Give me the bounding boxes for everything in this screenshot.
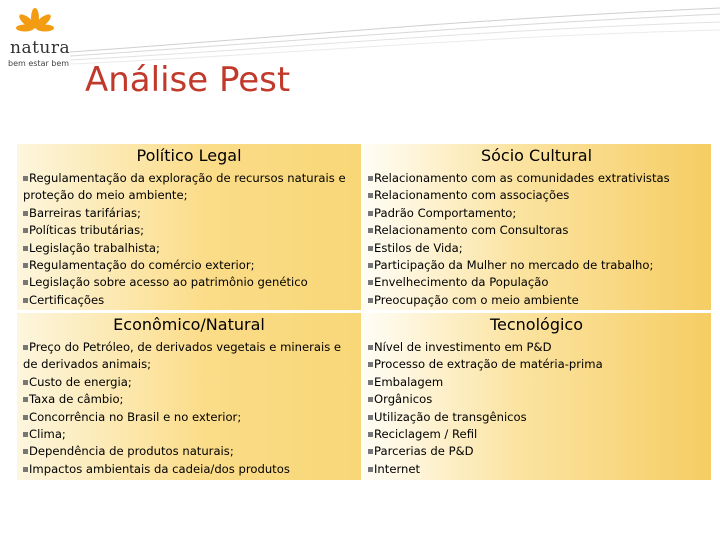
list-item	[368, 409, 707, 426]
square-bullet-icon	[23, 432, 28, 437]
list-item	[23, 391, 357, 408]
list-item	[23, 274, 357, 291]
list-item	[23, 409, 357, 426]
square-bullet-icon	[368, 246, 373, 251]
list-item-text: Nível de investimento em P&D	[374, 340, 552, 354]
list-item-text: Estilos de Vida;	[374, 240, 463, 255]
list-item-text: Preocupação com o meio ambiente	[374, 292, 579, 307]
square-bullet-icon	[23, 228, 28, 233]
list-item	[23, 292, 357, 309]
square-bullet-icon	[368, 280, 373, 285]
list-item-text: Regulamentação do comércio exterior;	[29, 258, 255, 273]
square-bullet-icon	[368, 193, 373, 198]
list-item-text: Legislação sobre acesso ao patrimônio genético	[29, 275, 308, 290]
square-bullet-icon	[23, 280, 28, 285]
list-item	[23, 222, 357, 239]
list-item-text: Custo de energia;	[29, 374, 132, 389]
list-item-text: Processo de extração de matéria-prima	[374, 357, 603, 372]
logo-tagline: bem estar bem	[8, 59, 70, 68]
square-bullet-icon	[23, 449, 28, 454]
list-item	[23, 426, 357, 443]
list-item	[23, 374, 357, 391]
list-item-text: Envelhecimento da População	[374, 275, 549, 290]
square-bullet-icon	[368, 432, 373, 437]
list-item-text: Certificações	[29, 292, 105, 307]
quadrant-politico-legal	[17, 144, 361, 310]
quadrant-list	[368, 170, 707, 309]
natura-flower-icon	[12, 4, 58, 38]
square-bullet-icon	[368, 467, 373, 472]
list-item-text: Clima;	[29, 427, 66, 442]
list-item	[368, 222, 707, 239]
square-bullet-icon	[23, 263, 28, 268]
list-item-text: Orgânicos	[374, 392, 433, 407]
list-item-text: Padrão Comportamento;	[374, 205, 517, 220]
list-item-text: Políticas tributárias;	[29, 223, 145, 238]
quadrant-heading: Sócio Cultural	[480, 146, 593, 165]
list-item-text: Embalagem	[374, 374, 444, 389]
quadrant-heading: Econômico/Natural	[113, 315, 265, 334]
list-item-text: Reciclagem / Refil	[374, 427, 478, 442]
square-bullet-icon	[368, 345, 373, 350]
list-item-text: Relacionamento com as comunidades extrativistas	[374, 171, 670, 185]
natura-logo	[4, 4, 74, 66]
list-item-text: Regulamentação da exploração de recursos naturais e proteção do meio ambiente;	[23, 171, 346, 203]
square-bullet-icon	[23, 298, 28, 303]
list-item	[23, 461, 357, 478]
list-item	[23, 205, 357, 222]
square-bullet-icon	[368, 362, 373, 367]
list-item	[368, 257, 707, 274]
list-item	[23, 257, 357, 274]
list-item-text: Participação da Mulher no mercado de trabalho;	[374, 258, 654, 273]
list-item-text: Utilização de transgênicos	[374, 409, 527, 424]
square-bullet-icon	[23, 467, 28, 472]
quadrant-socio-cultural	[362, 144, 711, 310]
square-bullet-icon	[368, 449, 373, 454]
logo-name: natura	[10, 38, 71, 58]
square-bullet-icon	[368, 298, 373, 303]
quadrant-heading: Tecnológico	[489, 315, 584, 334]
list-item	[368, 274, 707, 291]
list-item	[368, 339, 707, 356]
list-item	[368, 187, 707, 204]
square-bullet-icon	[368, 176, 373, 181]
list-item-text: Relacionamento com associações	[374, 188, 570, 203]
square-bullet-icon	[23, 176, 28, 181]
square-bullet-icon	[23, 397, 28, 402]
list-item	[368, 391, 707, 408]
quadrant-heading: Político Legal	[136, 146, 242, 165]
quadrant-list	[23, 170, 357, 309]
list-item	[368, 356, 707, 373]
list-item	[368, 461, 707, 478]
list-item-text: Parcerias de P&D	[374, 444, 474, 459]
list-item-text: Preço do Petróleo, de derivados vegetais e minerais e de derivados animais;	[23, 340, 342, 372]
list-item	[23, 339, 357, 374]
list-item	[368, 443, 707, 460]
list-item	[368, 292, 707, 309]
list-item	[23, 240, 357, 257]
quadrant-list	[368, 339, 707, 478]
square-bullet-icon	[368, 397, 373, 402]
list-item	[368, 426, 707, 443]
square-bullet-icon	[368, 263, 373, 268]
list-item-text: Barreiras tarifárias;	[29, 205, 141, 220]
quadrant-list	[23, 339, 357, 478]
list-item-text: Internet	[374, 461, 421, 476]
square-bullet-icon	[23, 415, 28, 420]
list-item-text: Taxa de câmbio;	[29, 392, 124, 407]
quadrant-economico-natural	[17, 313, 361, 480]
pest-grid	[17, 144, 711, 480]
list-item-text: Concorrência no Brasil e no exterior;	[29, 409, 242, 424]
square-bullet-icon	[23, 380, 28, 385]
page-title: Análise Pest	[85, 60, 291, 100]
square-bullet-icon	[368, 211, 373, 216]
list-item-text: Legislação trabalhista;	[29, 240, 160, 255]
list-item	[368, 374, 707, 391]
square-bullet-icon	[23, 345, 28, 350]
square-bullet-icon	[23, 211, 28, 216]
list-item-text: Relacionamento com Consultoras	[374, 223, 569, 238]
list-item-text: Impactos ambientais da cadeia/dos produtos	[29, 461, 290, 476]
list-item	[368, 205, 707, 222]
square-bullet-icon	[23, 246, 28, 251]
quadrant-tecnologico	[362, 313, 711, 480]
square-bullet-icon	[368, 380, 373, 385]
square-bullet-icon	[368, 228, 373, 233]
list-item	[368, 240, 707, 257]
list-item	[23, 170, 357, 205]
square-bullet-icon	[368, 415, 373, 420]
list-item	[368, 170, 707, 187]
list-item-text: Dependência de produtos naturais;	[29, 444, 234, 459]
list-item	[23, 443, 357, 460]
